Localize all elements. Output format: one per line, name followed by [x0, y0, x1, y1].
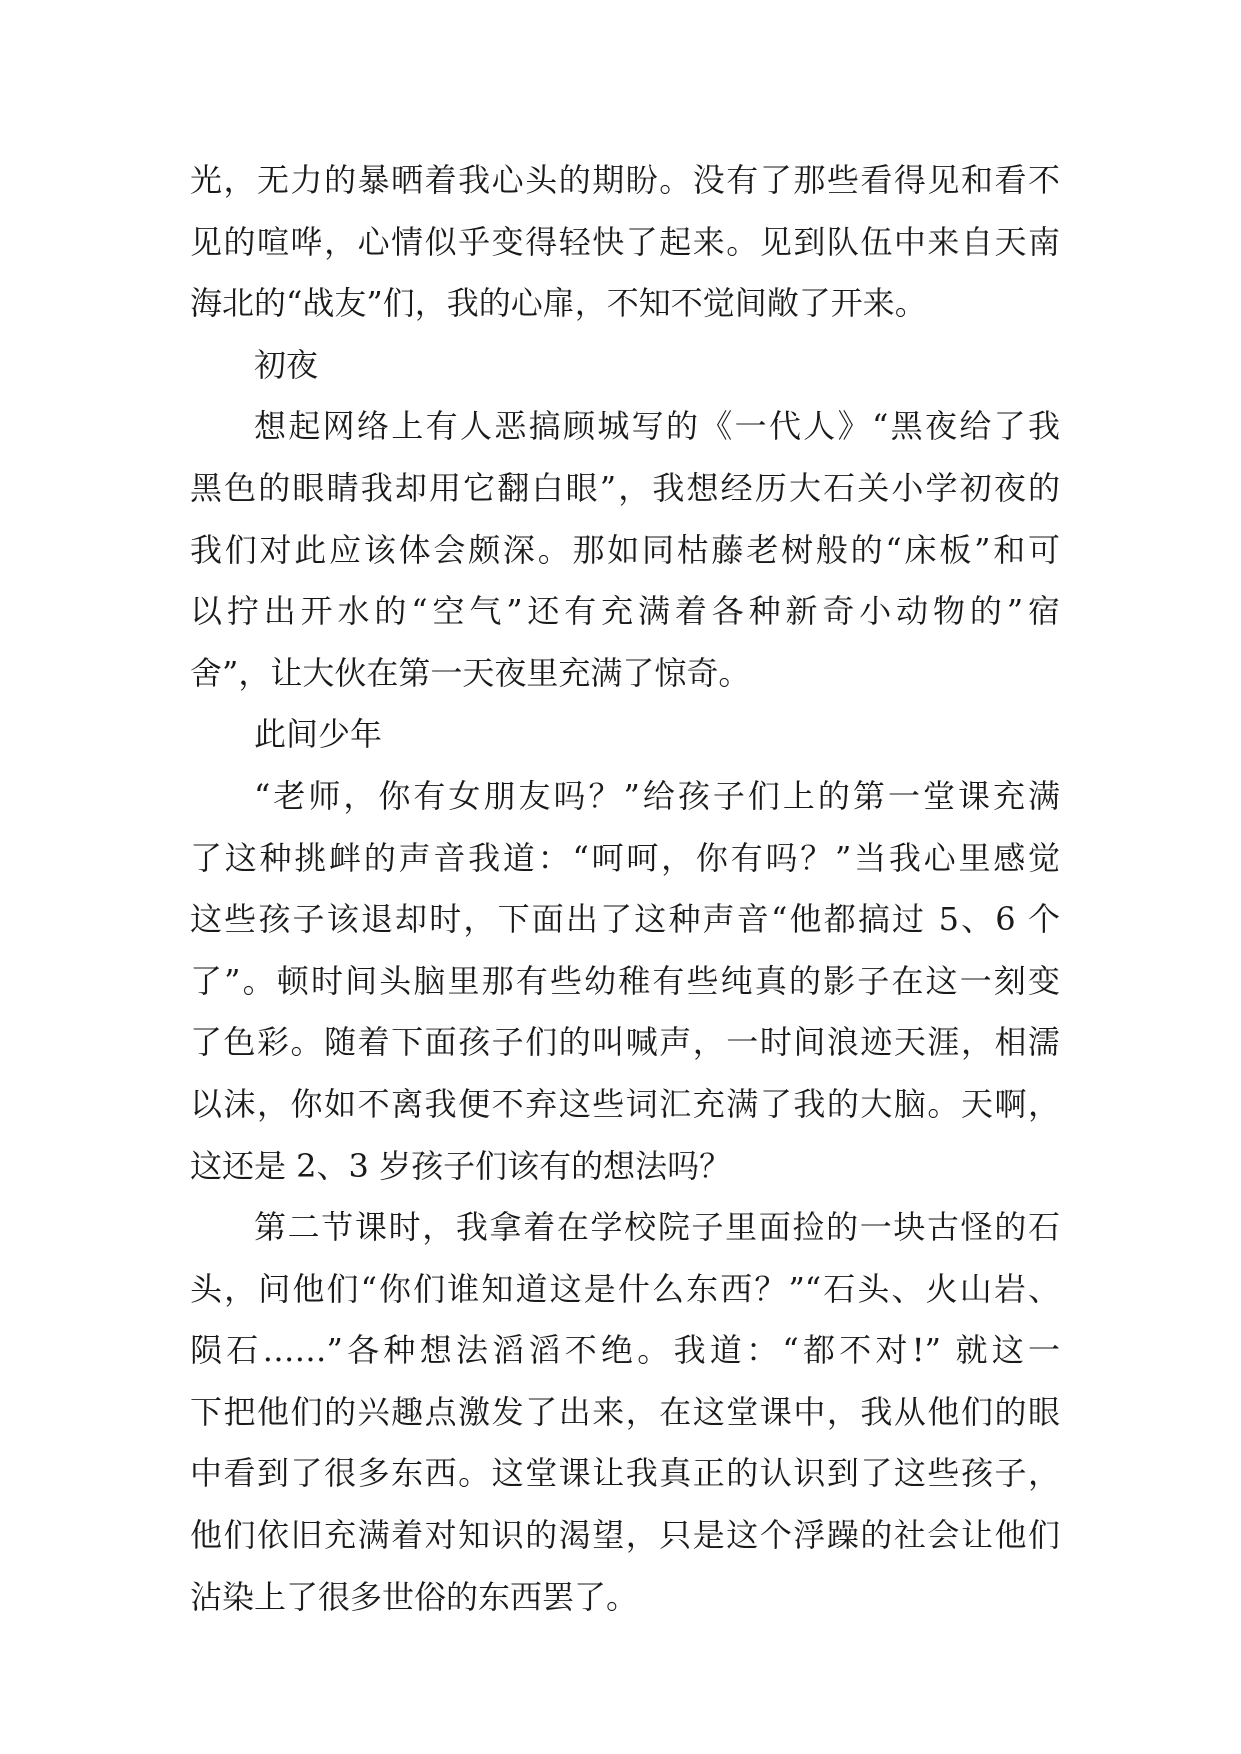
heading-text: 此间少年: [254, 715, 383, 754]
text-line: 光，无力的暴晒着我心头的期盼。没有了那些看得见和看不: [190, 161, 1060, 199]
text-line: 了”。顿时间头脑里那有些幼稚有些纯真的影子在这一刻变: [190, 961, 1060, 1000]
text-line: 想起网络上有人恶搞顾城写的《一代人》“黑夜给了我: [254, 407, 1060, 446]
text-line: 了这种挑衅的声音我道：“呵呵，你有吗？”当我心里感觉: [190, 838, 1060, 877]
document-body: [190, 150, 1060, 1628]
paragraph: [190, 396, 1060, 704]
text-line: 下把他们的兴趣点激发了出来，在这堂课中，我从他们的眼: [190, 1392, 1060, 1431]
paragraph: [190, 1197, 1060, 1628]
section-heading: [190, 704, 1060, 766]
text-line: 海北的“战友”们，我的心扉，不知不觉间敞了开来。: [190, 284, 927, 323]
text-line: 舍”，让大伙在第一天夜里充满了惊奇。: [190, 653, 751, 692]
text-line: 第二节课时，我拿着在学校院子里面捡的一块古怪的石: [254, 1208, 1060, 1247]
text-line: 沾染上了很多世俗的东西罢了。: [190, 1577, 639, 1616]
text-line: 黑色的眼睛我却用它翻白眼”，我想经历大石关小学初夜的: [190, 468, 1060, 507]
text-line: 这些孩子该退却时，下面出了这种声音“他都搞过 5、6 个: [190, 900, 1060, 939]
text-line: 陨石……”各种想法滔滔不绝。我道：“都不对!” 就这一: [190, 1331, 1060, 1370]
heading-text: 初夜: [254, 345, 319, 384]
text-line: 以沫，你如不离我便不弃这些词汇充满了我的大脑。天啊，: [190, 1084, 1060, 1123]
text-line: 以拧出开水的“空气”还有充满着各种新奇小动物的”宿: [190, 592, 1060, 631]
text-line: 他们依旧充满着对知识的渴望，只是这个浮躁的社会让他们: [190, 1516, 1060, 1555]
text-line: 见的喧哗，心情似乎变得轻快了起来。见到队伍中来自天南: [190, 222, 1060, 261]
text-line: 头，问他们“你们谁知道这是什么东西？”“石头、火山岩、: [190, 1269, 1060, 1308]
text-line: “老师，你有女朋友吗？”给孩子们上的第一堂课充满: [254, 776, 1060, 815]
text-line: 我们对此应该体会颇深。那如同枯藤老树般的“床板”和可: [190, 530, 1060, 569]
text-line: 这还是 2、3 岁孩子们该有的想法吗？: [190, 1146, 732, 1185]
paragraph: [190, 150, 1060, 335]
section-heading: [190, 335, 1060, 397]
text-line: 中看到了很多东西。这堂课让我真正的认识到了这些孩子，: [190, 1454, 1060, 1493]
text-line: 了色彩。随着下面孩子们的叫喊声，一时间浪迹天涯，相濡: [190, 1023, 1060, 1062]
paragraph: [190, 766, 1060, 1197]
